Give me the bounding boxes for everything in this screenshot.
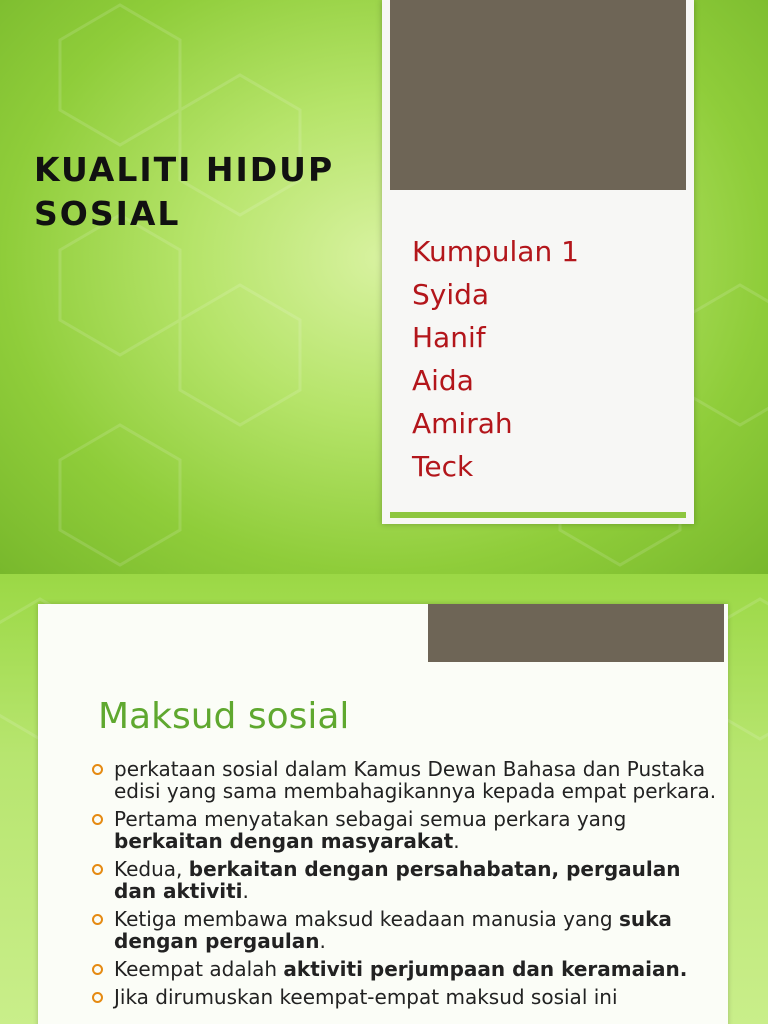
hollow-circle-icon (92, 814, 103, 825)
bullet-text: Keempat adalah (114, 957, 284, 981)
member-name: Amirah (412, 407, 513, 440)
bullet-text: . (453, 829, 460, 853)
hollow-circle-icon (92, 864, 103, 875)
slide-title: KUALITI HIDUP SOSIAL (34, 150, 335, 233)
hollow-circle-icon (92, 914, 103, 925)
bullet-item (92, 958, 722, 980)
member-group-label: Kumpulan 1 (412, 235, 579, 268)
hollow-circle-icon (92, 964, 103, 975)
bullet-text-bold: berkaitan dengan masyarakat (114, 829, 454, 853)
bullet-item (92, 858, 722, 902)
bullet-text: perkataan sosial dalam Kamus Dewan Bahasa dan Pustaka edisi yang sama membahagikannya kepada empat perkara. (114, 757, 717, 803)
bullet-item (92, 986, 722, 1008)
member-name: Aida (412, 364, 474, 397)
bullet-text-bold: aktiviti perjumpaan dan keramaian. (283, 957, 688, 981)
slide-2 (0, 574, 768, 1024)
bullet-text: Pertama menyatakan sebagai semua perkara yang (114, 807, 627, 831)
bullet-text-bold: berkaitan dengan persahabatan, pergaulan dan aktiviti (114, 857, 681, 903)
bullet-item (92, 758, 722, 802)
member-name: Teck (412, 450, 474, 483)
bullet-item (92, 908, 722, 952)
section-heading: Maksud sosial (98, 696, 350, 737)
bullet-text: . (319, 929, 326, 953)
decorative-header-block (390, 0, 686, 190)
bullet-text: . (242, 879, 249, 903)
bullet-text-bold: suka dengan pergaulan (114, 907, 672, 953)
member-name: Syida (412, 278, 490, 311)
bullet-item (92, 808, 722, 852)
member-list (412, 230, 672, 488)
content-panel (38, 604, 728, 1024)
bullet-text: Jika dirumuskan keempat-empat maksud sosial ini (114, 985, 618, 1009)
bullet-text: Kedua, (114, 857, 189, 881)
accent-divider (390, 512, 686, 518)
bullet-text: Ketiga membawa maksud keadaan manusia yang (114, 907, 619, 931)
hollow-circle-icon (92, 992, 103, 1003)
hollow-circle-icon (92, 764, 103, 775)
members-panel (382, 0, 694, 524)
bullet-list (92, 758, 722, 1014)
decorative-header-block (428, 604, 724, 662)
member-name: Hanif (412, 321, 486, 354)
